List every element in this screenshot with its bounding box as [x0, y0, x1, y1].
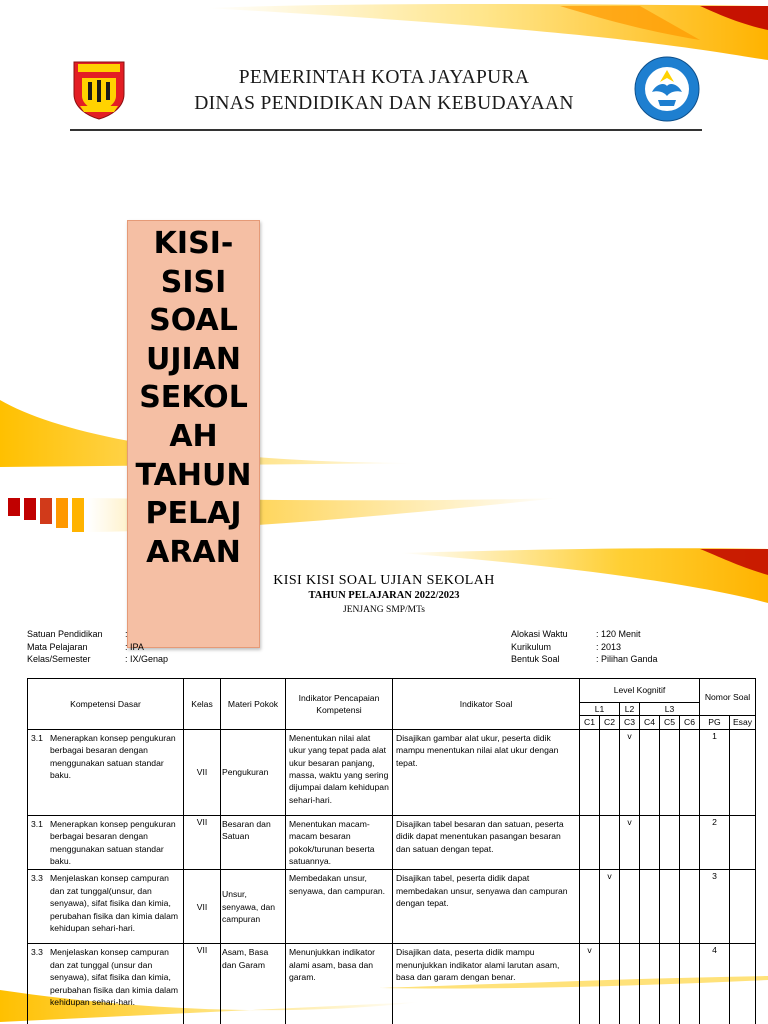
c1-cell — [580, 815, 600, 870]
kelas-cell: VII — [184, 815, 221, 870]
c6-cell — [680, 729, 700, 815]
kd-text: Menjelaskan konsep campuran dan zat tunggal(unsur, dan senyawa), sifat fisika dan kimia, perubahan fisika dan kimia dalam kehidupan sehari-hari. — [50, 873, 179, 934]
header-department-name: DINAS PENDIDIKAN DAN KEBUDAYAAN — [194, 93, 574, 114]
c5-cell — [660, 815, 680, 870]
meta-label: Kelas/Semester — [27, 654, 91, 664]
kelas-cell: VII — [184, 729, 221, 815]
meta-value: : 120 Menit — [596, 629, 641, 639]
kd-cell — [28, 870, 184, 944]
slide-title-line: ARAN — [146, 534, 241, 570]
c2-cell: v — [600, 870, 620, 944]
meta-right-values — [596, 628, 658, 666]
meta-value: : IX/Genap — [125, 654, 169, 664]
meta-value: : 2013 — [596, 641, 622, 652]
materi-cell: Besaran dan Satuan — [221, 815, 286, 870]
slide-title-line: AH — [169, 418, 218, 454]
c3-cell: v — [620, 815, 640, 870]
header-c3: C3 — [620, 716, 640, 729]
kd-number: 3.1 — [31, 818, 43, 829]
slide-title-line: PELAJ — [145, 496, 242, 532]
document-title: KISI KISI SOAL UJIAN SEKOLAH — [273, 573, 495, 588]
ipk-cell: Menunjukkan indikator alami asam, basa dan garam. — [286, 944, 393, 1024]
c2-cell — [600, 944, 620, 1024]
kd-text: Menjelaskan konsep campuran dan zat tunggal (unsur dan senyawa), sifat fisika dan kimia, perubahan fisika dan kimia dalam kehidupan sehari-hari. — [50, 947, 179, 1008]
kisi-kisi-table — [27, 678, 756, 1024]
c2-cell — [600, 815, 620, 870]
slide-title — [128, 221, 259, 572]
meta-label: Alokasi Waktu — [511, 629, 568, 639]
ipk-cell: Menentukan nilai alat ukur yang tepat pada alat ukur besaran panjang, massa, waktu yang sering dijumpai dalam kehidupan sehari-hari. — [286, 729, 393, 815]
header-l3: L3 — [640, 703, 700, 716]
pg-cell: 1 — [700, 729, 730, 815]
c6-cell — [680, 870, 700, 944]
c6-cell — [680, 815, 700, 870]
slide-title-line: SOAL — [149, 303, 238, 339]
c3-cell — [620, 944, 640, 1024]
indikator-soal-cell: Disajikan tabel, peserta didik dapat membedakan unsur, senyawa dan campuran dengan tepat. — [393, 870, 580, 944]
esay-cell — [730, 815, 756, 870]
slide-title-line: SISI — [160, 264, 227, 300]
header-indikator-pencapaian: Indikator Pencapaian Kompetensi — [286, 679, 393, 730]
header-kompetensi-dasar: Kompetensi Dasar — [28, 679, 184, 730]
header-indikator-soal: Indikator Soal — [393, 679, 580, 730]
materi-cell: Unsur, senyawa, dan campuran — [221, 870, 286, 944]
esay-cell — [730, 944, 756, 1024]
c1-cell: v — [580, 944, 600, 1024]
header-c2: C2 — [600, 716, 620, 729]
meta-label: Bentuk Soal — [511, 654, 560, 664]
kelas-cell: VII — [184, 870, 221, 944]
indikator-soal-cell: Disajikan gambar alat ukur, peserta didik mampu menentukan nilai alat ukur dengan tepat. — [393, 729, 580, 815]
c4-cell — [640, 815, 660, 870]
indikator-soal-cell: Disajikan data, peserta didik mampu menunjukkan indikator alami larutan asam, basa dan garam dengan benar. — [393, 944, 580, 1024]
kd-number: 3.1 — [31, 732, 43, 743]
pg-cell: 3 — [700, 870, 730, 944]
header-c5: C5 — [660, 716, 680, 729]
meta-left-values — [125, 628, 168, 666]
kd-cell — [28, 815, 184, 870]
header-esay: Esay — [730, 716, 756, 729]
kd-number: 3.3 — [31, 873, 43, 884]
c1-cell — [580, 729, 600, 815]
c3-cell — [620, 870, 640, 944]
table-row — [28, 944, 756, 1024]
document-level: JENJANG SMP/MTs — [343, 605, 425, 615]
header-l1: L1 — [580, 703, 620, 716]
c6-cell — [680, 944, 700, 1024]
c4-cell — [640, 729, 660, 815]
header-level-kognitif: Level Kognitif — [580, 679, 700, 703]
header-divider — [70, 129, 702, 131]
ipk-cell: Menentukan macam-macam besaran pokok/turunan beserta satuannya. — [286, 815, 393, 870]
indikator-soal-cell: Disajikan tabel besaran dan satuan, peserta didik dapat menentukan pasangan besaran dan satuan dengan tepat. — [393, 815, 580, 870]
meta-right-labels — [511, 628, 568, 666]
kd-cell — [28, 729, 184, 815]
pg-cell: 2 — [700, 815, 730, 870]
ipk-cell: Membedakan unsur, senyawa, dan campuran. — [286, 870, 393, 944]
kd-text: Menerapkan konsep pengukuran berbagai besaran dengan menggunakan satuan standar baku. — [50, 818, 176, 867]
header-l2: L2 — [620, 703, 640, 716]
header-nomor-soal: Nomor Soal — [700, 679, 756, 716]
meta-value: : — [125, 629, 128, 639]
header-pg: PG — [700, 716, 730, 729]
meta-label: Mata Pelajaran — [27, 641, 88, 652]
c4-cell — [640, 944, 660, 1024]
meta-left-labels — [27, 628, 103, 666]
meta-value: : Pilihan Ganda — [596, 654, 658, 664]
slide-title-line: TAHUN — [135, 457, 252, 493]
meta-label: Satuan Pendidikan — [27, 629, 103, 639]
c4-cell — [640, 870, 660, 944]
kd-cell — [28, 944, 184, 1024]
esay-cell — [730, 870, 756, 944]
table-row — [28, 870, 756, 944]
meta-label: Kurikulum — [511, 641, 552, 652]
document-year: TAHUN PELAJARAN 2022/2023 — [308, 590, 460, 601]
meta-value: : IPA — [125, 641, 144, 652]
slide-title-line: KISI- — [153, 226, 234, 261]
pg-cell: 4 — [700, 944, 730, 1024]
slide-title-line: SEKOL — [139, 380, 248, 416]
kelas-cell: VII — [184, 944, 221, 1024]
table-row — [28, 815, 756, 870]
table-row — [28, 729, 756, 815]
c1-cell — [580, 870, 600, 944]
c5-cell — [660, 944, 680, 1024]
materi-cell: Pengukuran — [221, 729, 286, 815]
header-kelas: Kelas — [184, 679, 221, 730]
c5-cell — [660, 870, 680, 944]
kd-number: 3.3 — [31, 947, 43, 958]
header-c6: C6 — [680, 716, 700, 729]
c2-cell — [600, 729, 620, 815]
slide-title-line: UJIAN — [145, 341, 241, 377]
header-materi-pokok: Materi Pokok — [221, 679, 286, 730]
header-c4: C4 — [640, 716, 660, 729]
header-government-name: PEMERINTAH KOTA JAYAPURA — [238, 67, 530, 88]
kd-text: Menerapkan konsep pengukuran berbagai besaran dengan menggunakan satuan standar baku. — [50, 732, 176, 781]
c5-cell — [660, 729, 680, 815]
c3-cell: v — [620, 729, 640, 815]
esay-cell — [730, 729, 756, 815]
materi-cell: Asam, Basa dan Garam — [221, 944, 286, 1024]
header-c1: C1 — [580, 716, 600, 729]
